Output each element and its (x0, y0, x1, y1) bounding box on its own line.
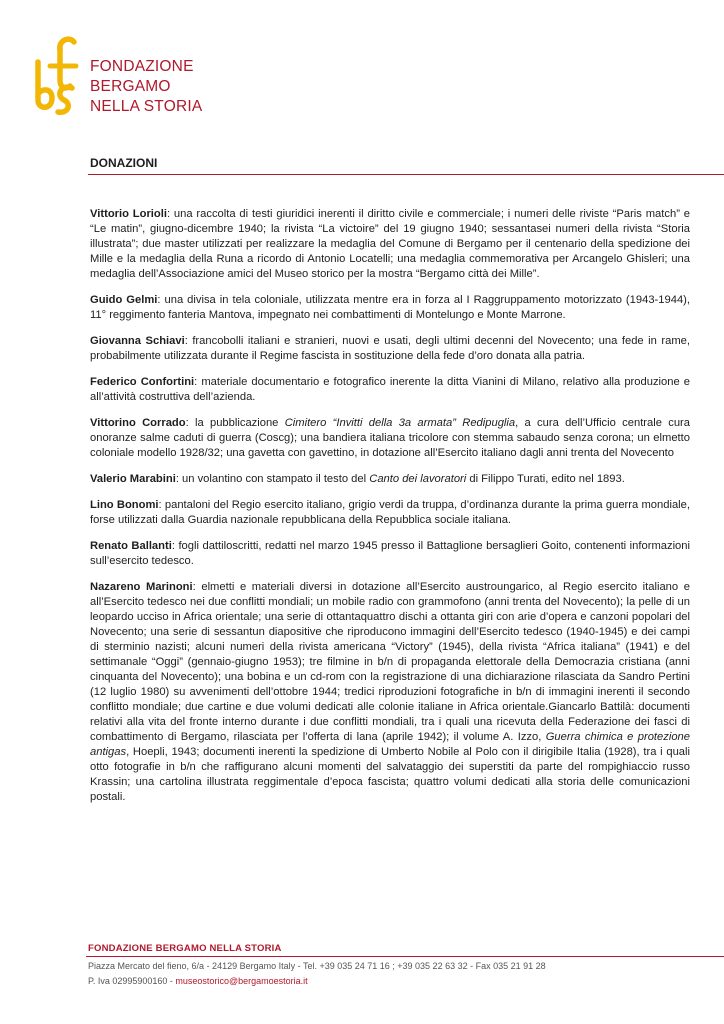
foundation-name-line2: BERGAMO (90, 78, 171, 95)
donation-description: : elmetti e materiali diversi in dotazione all’Esercito austroungarico, al Regio esercito italiano e all’Esercito tedesco nei due conflitti mondiali; un mobile radio con grammofono (anni trenta del Novecento); la pelle di un leopardo ucciso in Africa orientale; una serie di ottantaquattro dischi a ottanta giri con arie d’opera e canzoni popolari del Novecento; una serie di sessantun diapositive che riproducono immagini dell’Esercito tedesco (1940-1945) e dei campi di sterminio nazisti; alcuni numeri della rivista americana “Victory” (1945), della rivista “Africa italiana” (1941) e del settimanale “Oggi” (gennaio-giugno 1953); tre filmine in b/n di propaganda elettorale della Democrazia cristiana (anni cinquanta del Novecento); una bobina e un cd-rom con la registrazione di una dichiarazione rilasciata da Sandro Pertini (12 luglio 1980) su avvenimenti dell’ottobre 1944; tredici riproduzioni fotografiche in b/n di immagini inerenti il secondo conflitto mondiale; due cartine e due volumi dedicati alle colonie italiane in Africa orientale.Giancarlo Battilà: documenti relativi alla vita del fronte interno durante i due conflitti mondiali, tra i quali una ricevuta della Federazione dei fasci di combattimento di Bergamo, rilasciata per l’offerta di lana (aprile 1942); il volume A. Izzo, (90, 581, 690, 743)
donation-description: , a cura dell’Ufficio centrale cura onoranze salme caduti di guerra (Coscg); una bandiera italiana tricolore con stemma sabaudo senza corona; un elmetto coloniale modello 1928/32; una gavetta con gavettino, in dotazione all’Esercito italiano dagli anni trenta del Novecento (90, 417, 691, 459)
footer-address: Piazza Mercato del fieno, 6/a - 24129 Bergamo Italy - Tel. +39 035 24 71 16 ; +39 035 22 63 32 - Fax 035 21 91 28 (88, 961, 546, 971)
donor-name: Lino Bonomi (90, 499, 159, 511)
donor-name: Vittorio Lorioli (90, 208, 167, 220)
publication-title: Canto dei lavoratori (369, 473, 467, 485)
footer-divider (86, 956, 724, 957)
donor-name: Vittorino Corrado (90, 417, 186, 429)
donation-entry (90, 375, 690, 405)
donation-description: , Hoepli, 1943; documenti inerenti la spedizione di Umberto Nobile al Polo con il dirigibile Italia (1928), tra i quali otto fotografie in b/n che raffigurano alcuni momenti del salvataggio dei superstiti da parte del rompighiaccio russo Krassin; una cartolina illustrata reggimentale d’epoca fascista; quattro volumi dedicati alla storia delle comunicazioni postali. (90, 746, 690, 803)
foundation-name (90, 57, 202, 117)
footer-email-link[interactable]: museostorico@bergamoestoria.it (175, 976, 308, 986)
donation-entry (90, 498, 690, 528)
foundation-name-line3: NELLA STORIA (90, 98, 203, 115)
foundation-name-line1: FONDAZIONE (90, 58, 194, 75)
footer-vat: P. Iva 02995900160 - (88, 976, 176, 986)
donations-list (90, 207, 690, 816)
footer-vat-line (88, 976, 308, 986)
donation-description: : una raccolta di testi giuridici inerenti il diritto civile e commerciale; i numeri delle riviste “Paris match” e “Le matin”, giugno-dicembre 1940; la rivista “La victoire” del 19 giugno 1940; sessantasei numeri della rivista “Storia illustrata”; due master utilizzati per realizzare la medaglia del Comune di Bergamo per il centenario della spedizione dei Mille e la medaglia della Runa a ricordo di Antonio Locatelli; una medaglia commemorativa per Arcangelo Ghisleri; una medaglia dell’Associazione amici del Museo storico per la mostra “Bergamo città dei Mille”. (90, 208, 690, 280)
donor-name: Guido Gelmi (90, 294, 158, 306)
donation-description: : un volantino con stampato il testo del (175, 473, 370, 485)
donor-name: Valerio Marabini (90, 473, 176, 485)
publication-title: Guerra chimica e protezione antigas (90, 731, 690, 758)
donation-description: : francobolli italiani e stranieri, nuovi e usati, degli ultimi decenni del Novecento; una fede in rame, probabilmente utilizzata durante il Regime fascista in sostituzione della fede d’oro donata alla patria. (90, 335, 690, 362)
donation-description: : pantaloni del Regio esercito italiano, grigio verdi da truppa, d’ordinanza durante la prima guerra mondiale, forse utilizzati dalla Guardia nazionale repubblicana della Repubblica sociale italiana. (90, 499, 690, 526)
donation-entry (90, 472, 690, 487)
donation-description: di Filippo Turati, edito nel 1893. (466, 473, 625, 485)
donation-entry (90, 580, 690, 805)
donation-description: : fogli dattiloscritti, redatti nel marzo 1945 presso il Battaglione bersaglieri Goito, contenenti informazioni sull’esercito tedesco. (90, 540, 690, 567)
donation-entry (90, 207, 690, 282)
donation-description: : una divisa in tela coloniale, utilizzata mentre era in forza al I Raggruppamento motorizzato (1943-1944), 11° reggimento fanteria Mantova, impegnato nei combattimenti di Montelungo e Monte Marrone. (90, 294, 690, 321)
donor-name: Nazareno Marinoni (90, 581, 193, 593)
donation-entry (90, 539, 690, 569)
fbs-monogram-icon (30, 34, 80, 116)
foundation-logo (30, 34, 80, 121)
donation-entry (90, 293, 690, 323)
page-title: DONAZIONI (90, 156, 158, 170)
footer-title: FONDAZIONE BERGAMO NELLA STORIA (88, 943, 282, 954)
donation-entry (90, 334, 690, 364)
donor-name: Renato Ballanti (90, 540, 172, 552)
donation-description: : la pubblicazione (185, 417, 285, 429)
donor-name: Federico Confortini (90, 376, 195, 388)
publication-title: Cimitero “Invitti della 3a armata” Redipuglia (284, 417, 516, 429)
donor-name: Giovanna Schiavi (90, 335, 185, 347)
donation-entry (90, 416, 690, 461)
donation-description: : materiale documentario e fotografico inerente la ditta Vianini di Milano, relativo alla produzione e all’attività costruttiva dell’azienda. (90, 376, 690, 403)
title-divider (88, 174, 724, 175)
